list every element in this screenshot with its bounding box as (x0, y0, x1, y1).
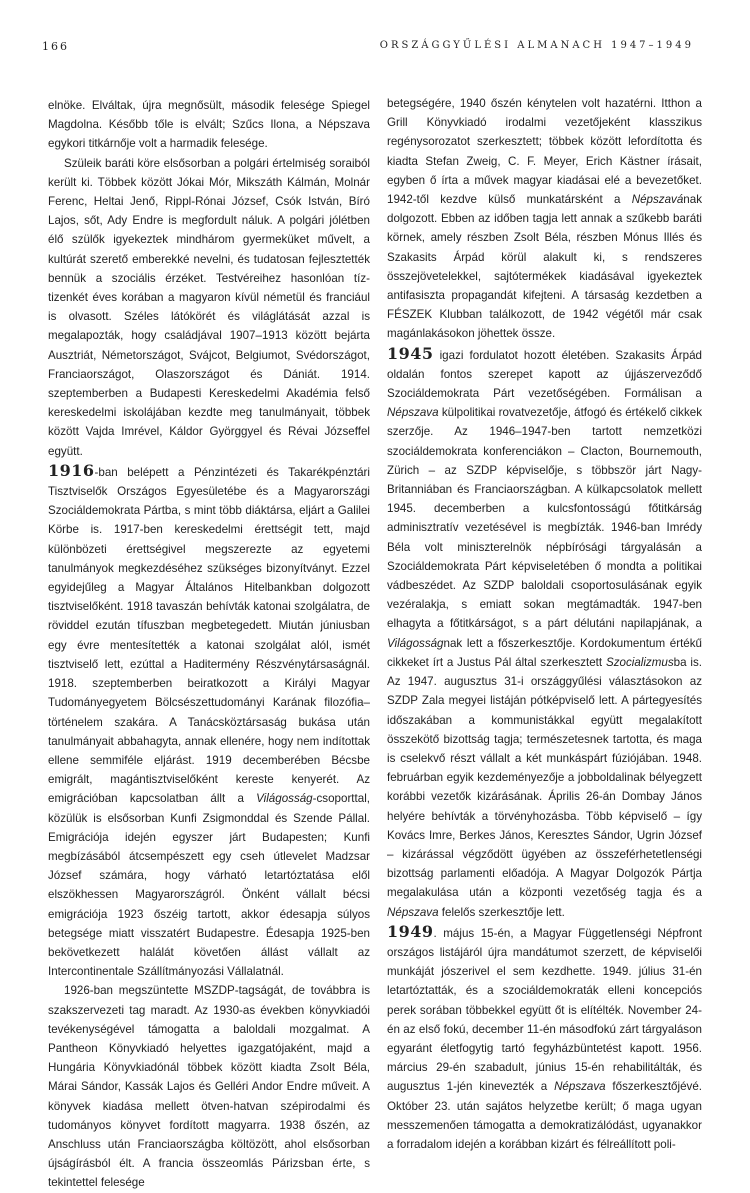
paragraph: betegségére, 1940 őszén kénytelen volt hazatérni. Itthon a Grill Könyvkiadó irodalmi vezetőjeként klasszikus regénysorozatot szerkesztett; többek között lefordította és kiadta Stefan Zweig, C. F. Meyer, Erich Kästner írásait, egyben ő írta a művek magyar kiadásai elé a bevezetőket. 1942-től kezdve külső munkatársként a Népszavának dolgozott. Ebben az időben tagja lett annak a szűkebb baráti körnek, amely részben Zsolt Béla, részben Mónus Illés és Szakasits Árpád körül alakult ki, s rendszeres összejövetelekkel, sajtótermékek kiadásával igyekeztek antifasiszta propagandát kifejteni. A társaság kezdetben a FÉSZEK Klubban találkozott, de 1942 végétől már csak magánlakásokon jöhettek össze. (387, 97, 702, 341)
year-marker: 1916 (48, 460, 95, 480)
left-column (48, 96, 370, 1193)
paragraph: 1945 igazi fordulatot hozott életében. Szakasits Árpád oldalán fontos szerepet kapott az újjászerveződő Szociáldemokrata Párt vezetőségében. Formálisan a Népszava külpolitikai rovatvezetője, átfogó és értékelő cikkek szerzője. Az 1946–1947-ben tartott nemzetközi szociáldemokrata konferenciákon – Clacton, Bournemouth, Zürich – az SZDP képviselője, s többször járt Nagy-Britanniában és Franciaországban. A külkapcsolatok mellett 1945. decemberben a kulcsfontosságú főtitkárság adminisztratív vezetésével is megbízták. 1946-ban Imrédy Béla volt miniszterelnök népbírósági tárgyalásán a Szociáldemokrata Párt képviseletében ő mondta a politikai vádbeszédet. Az SZDP baloldali csoportosulásának egyik vezéralakja, s emiatt sokan megtámadták. 1947-ben elhagyta a főtitkárságot, s a párt délutáni napilapjának, a Világosságnak lett a főszerkesztője. Kordokumentum értékű cikkeket írt a Justus Pál által szerkesztett Szocializmusba is. Az 1947. augusztus 31-i országgyűlési választásokon az SZDP Zala megyei listáján pótképviselő lett. A pártegyesítés időszakában a kommunistákkal együtt megalakított összekötő bizottság tagja; természetesnek tartotta, és maga is cselekvő részt vállalt a két munkáspárt fúziójában. 1948. februárban egyik kezdeményezője a jobboldalinak bélyegzett korábbi vezetők kizárásának. Április 26-án Dombay János helyére behívták a törvényhozásba. Több képviselő – így Kovács Imre, Berkes János, Keresztes Sándor, Ugrin József – kizárással végződött ügyében az összeférhetetlenségi bizottság parlamenti előadója. A Magyar Dolgozók Pártja megalakulása után a központi vezetőség tagja és a Népszava felelős szerkesztője lett. (387, 343, 702, 919)
paragraph: 1916-ban belépett a Pénzintézeti és Takarékpénztári Tisztviselők Országos Egyesületébe és a Magyarországi Szociáldemokrata Pártba, s mint több diáktársa, eljárt a Galilei Körbe is. 1917-ben kereskedelmi érettségit tett, majd különbözeti érettségivel megszerezte az egyetemi tanulmányok megkezdéséhez szükséges bizonyítványt. Ezzel egyidejűleg a Magyar Általános Hitelbankban dolgozott tisztviselőként. 1918 tavaszán behívták katonai szolgálatra, de röviddel ezután tífuszban megbetegedett. Miután júniusban egy évre mentesítették a katonai szolgálat alól, ismét tisztviselő lett, ezúttal a Haditermény Részvénytársaságnál. 1918. szeptemberben beiratkozott a Királyi Magyar Tudományegyetem Bölcsészettudományi Karának filozófia–történelem szakára. A Tanácsköztársaság bukása után tanulmányait abbahagyta, annak ellenére, hogy nem indítottak ellene semmiféle eljárást. 1919 decemberében Bécsbe emigrált, magántisztviselőként kerestе kenyerét. Az emigrációban kapcsolatban állt a Világosság-csoporttal, közülük is elsősorban Kunfi Zsigmonddal és Szende Pállal. Emigrációja idején egyszer járt Budapesten; Kunfi megbízásából átcsempészett egy cseh útlevelet Madzsar József számára, hogy várható letartóztatása elől elszökhessen Magyarországról. Önként vállalt bécsi emigrációja 1923 őszéig tartott, akkor édesapja súlyos betegsége miatt visszatért Budapestre. Édesapja 1925-ben bekövetkezett halálát követően állást vállalt az Intercontinentale Szállítmányozási Vállalatnál. (48, 460, 370, 979)
paragraph: elnöke. Elváltak, újra megnősült, második felesége Spiegel Magdolna. Később tőle is elvált; Szűcs Ilona, a Népszava egykori titkárnője volt a harmadik felesége. (48, 99, 370, 151)
year-marker: 1945 (387, 343, 434, 363)
page-number: 166 (42, 40, 69, 53)
paragraph: 1926-ban megszüntette MSZDP-tagságát, de továbbra is szakszervezeti tag maradt. Az 1930-as években könyvkiadói tevékenységével támogatta a baloldali mozgalmat. A Pantheon Könyvkiadó helyettes igazgatójaként, majd a Hungária Könyvkiadónál többek között kiadta Zsolt Béla, Márai Sándor, Kassák Lajos és Gelléri Andor Endre műveit. A könyvek kiadása mellett ötven-hatvan szépirodalmi és tudományos könyvet fordított magyarra. 1938 őszén, az Anschluss után Franciaországba költözött, ahol elsősorban újságírásból élt. A francia összeomlás Párizsban érte, s tekintettel felesége (48, 984, 370, 1190)
paragraph: Szüleik baráti köre elsősorban a polgári értelmiség soraiból került ki. Többek között Jókai Mór, Mikszáth Kálmán, Molnár Ferenc, Heltai Jenő, Rippl-Rónai József, Csók István, Bíró Lajos, sőt, Ady Endre is megfordult náluk. A polgári jólétben élő szülők igyekeztek mindhárom gyermeküket művelt, a kultúrát szerető emberekké nevelni, és tudatosan fejlesztették bennük a szociális érzéket. Testvéreihez hasonlóan tíz-tizenkét éves korában a magyaron kívül németül és franciául is olvasott. Széles látókörét és világlátását azzal is megalapozták, hogy családjával 1907–1913 között bejárta Ausztriát, Németországot, Svájcot, Belgiumot, Svédországot, Franciaországot, Olaszországot és Dániát. 1914. szeptemberben a Budapesti Kereskedelmi Akadémia felső kereskedelmi iskolájában kezdte meg tanulmányait, többek között Vajda Imrével, Káldor Györggyel és Révai Józseffel együtt. (48, 156, 370, 458)
year-marker: 1949 (387, 921, 434, 941)
paragraph: 1949. május 15-én, a Magyar Függetlenségi Népfront országos listájáról újra mandátumot szerzett, de képviselői munkáját jószerivel el sem kezdhette. 1949. július 31-én letartóztatták, és a szociáldemokraták elleni koncepciós perek sorában többekkel együtt őt is elítélték. November 24-én az első fokú, december 11-én másodfokú zárt tárgyaláson egyaránt életfogytig tartó fegyházbüntetést kapott. 1956. március 29-én szabadult, június 15-én rehabilitálták, és augusztus 1-jén kinevezték a Népszava főszerkesztőjévé. Október 23. után sajátos helyzetbe került; ő maga ugyan messzemenően támogatta a demokratizálódást, ugyanakkor a forradalom idején a korábban kizárt és félreállított poli- (387, 921, 702, 1151)
right-column (387, 94, 702, 1154)
running-head: ORSZÁGGYŰLÉSI ALMANACH 1947–1949 (379, 40, 694, 51)
